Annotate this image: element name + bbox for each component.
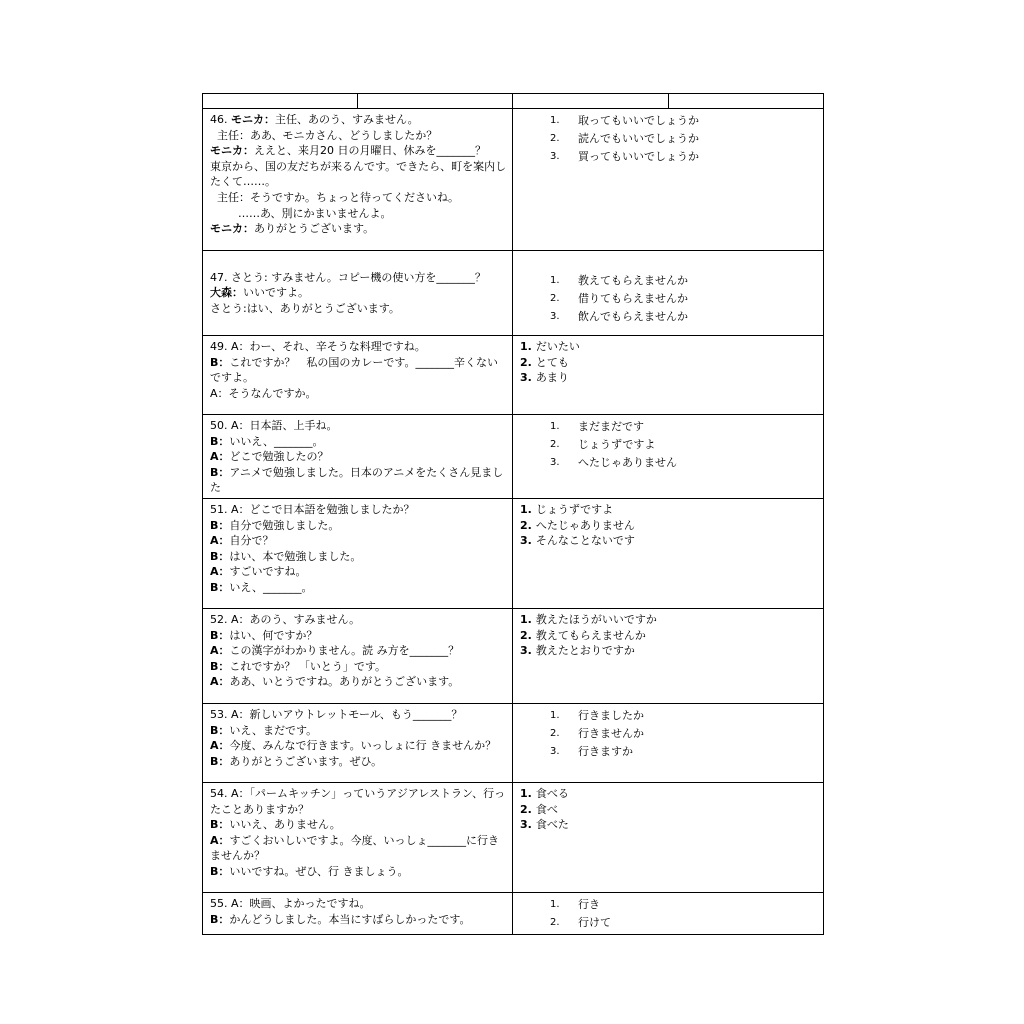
speaker-name: 大森 [210,286,232,300]
dialogue-text: A：映画、よかったですね。 [231,896,371,910]
speaker-name: B [210,818,219,832]
speaker-name: B [210,549,219,563]
answer-option [520,786,817,802]
answer-cell [513,251,824,336]
option-text: 行けて [578,915,611,929]
option-number: 2. [520,518,532,532]
dialogue-line [210,628,507,644]
dialogue-text: 主任：ああ、モニカさん、どうしましたか？ [217,128,438,142]
option-number: 2. [550,439,560,450]
dialogue-line [210,817,507,833]
dialogue-line [210,206,507,222]
answer-option [520,817,817,833]
question-cell [203,608,513,703]
option-number: 3. [550,151,560,162]
option-number: 3. [520,371,532,385]
dialogue-line [210,254,507,270]
speaker-name: B [210,628,219,642]
option-text: 教えたとおりですか [535,644,635,658]
answer-options [520,418,817,472]
speaker-name: A [210,565,219,579]
option-number: 2. [550,916,560,928]
question-number: 52. [210,612,231,626]
speaker-separator: ： [218,565,230,579]
option-number: 3. [520,818,532,832]
speaker-separator: ： [218,675,230,689]
answer-cell [513,109,824,251]
option-text: だいたい [535,340,580,353]
dialogue-line [210,674,507,690]
option-number: 1. [550,898,560,910]
speaker-separator: ： [243,144,254,158]
answer-option [520,896,817,914]
option-number: 1. [520,786,532,800]
question-row [203,782,824,892]
dialogue-text: ええと、来月20 日の月曜日、休みを_______？ [254,144,486,158]
speaker-name: B [210,754,219,768]
dialogue-line [210,128,507,144]
speaker-name: B [210,355,219,369]
dialogue-text: この漢字がわかりません。読 み方を_______？ [229,644,460,658]
option-number: 3. [550,311,560,322]
dialogue-text: A：わー、それ、辛そうな料理ですね。 [231,340,426,353]
indent [210,191,217,204]
dialogue-text: 主任、あのう、すみません。 [275,113,419,126]
dialogue-line [210,285,507,301]
answer-option [520,148,817,166]
dialogue-line [210,518,507,534]
speaker-name: モニカ [210,144,243,158]
question-cell [203,415,513,499]
dialogue-line [210,707,507,723]
option-number: 2. [550,133,560,144]
answer-options [520,112,817,166]
option-number: 1. [550,115,560,126]
answer-option [520,436,817,454]
answer-cell [513,336,824,415]
answer-option [520,130,817,148]
answer-option [520,725,817,743]
option-text: 行きませんか [578,726,644,740]
dialogue-text: これですか？ 私の国のカレーです。_______辛くないですよ。 [210,355,499,385]
option-number: 1. [520,502,532,516]
quiz-table [202,93,824,935]
question-row [203,892,824,934]
question-number: 49. [210,340,231,353]
dialogue-text: いえ、まだです。 [229,723,318,737]
dialogue-text: 自分で？ [229,534,274,548]
dialogue-text: A：そうなんですか。 [210,386,317,400]
dialogue-line [210,143,507,159]
answer-option [520,370,817,386]
dialogue-line [210,723,507,739]
question-number: 47. [210,270,231,284]
option-number: 3. [550,457,560,468]
dialogue-line [210,580,507,596]
header-cell [513,94,669,109]
dialogue-line [210,833,507,864]
answer-options [520,786,817,833]
dialogue-line [210,643,507,659]
dialogue-line [210,270,507,286]
answer-options [520,896,817,932]
dialogue-line [210,564,507,580]
speaker-name: モニカ [210,222,243,236]
dialogue-text: A：あのう、すみません。 [231,612,361,626]
answer-option [520,355,817,371]
dialogue-line [210,786,507,817]
dialogue-line [210,502,507,518]
speaker-separator: ： [218,355,230,369]
dialogue-line [210,159,507,190]
answer-option [520,112,817,130]
dialogue-text: A：「パームキッチン」っていうアジアレストラン、行ったことありますか？ [210,786,506,816]
speaker-name: B [210,659,219,673]
speaker-separator: ： [218,450,230,464]
dialogue-line [210,190,507,206]
answer-option [520,272,817,290]
speaker-name: A [210,534,219,548]
speaker-separator: ： [218,659,230,673]
speaker-separator: ： [218,912,230,926]
option-number: 3. [550,745,560,757]
dialogue-text: これですか？ 「いとう」です。 [229,659,387,673]
option-text: 食べた [535,818,569,832]
header-row [203,94,824,109]
dialogue-text: いいえ、ありません。 [229,818,341,832]
option-number: 2. [520,802,532,816]
question-number: 50. [210,419,231,432]
speaker-separator: ： [218,580,230,594]
dialogue-line [210,659,507,675]
speaker-name: B [210,912,219,926]
option-text: へたじゃありません [578,456,677,469]
option-text: 行きますか [578,744,633,758]
option-number: 3. [520,534,532,548]
dialogue-line [210,465,507,496]
indent [210,129,217,142]
question-cell [203,703,513,782]
option-text: 行きましたか [578,708,644,722]
speaker-name: B [210,434,219,448]
dialogue-text: 主任：そうですか。ちょっと待ってくださいね。 [217,190,459,204]
dialogue-text: A：日本語、上手ね。 [231,419,338,432]
speaker-name: モニカ [231,113,264,126]
answer-cell [513,892,824,934]
speaker-separator: ： [218,628,230,642]
dialogue-text: さとう: すみません。コピー機の使い方を_______？ [231,270,486,284]
speaker-name: A [210,833,219,847]
dialogue-text: どこで勉強したの？ [229,450,329,464]
dialogue-line [210,912,507,928]
option-text: 読んでもいいでしょうか [578,132,699,145]
dialogue-line [210,533,507,549]
speaker-name: B [210,580,219,594]
option-number: 2. [520,355,532,369]
option-number: 1. [550,275,560,286]
answer-option [520,502,817,518]
question-cell [203,498,513,608]
dialogue-text: さとう:はい、ありがとうございます。 [210,301,400,315]
speaker-separator: ： [218,465,230,479]
option-text: 教えてもらえませんか [578,274,688,287]
option-text: 飲んでもらえませんか [578,310,688,323]
answer-cell [513,415,824,499]
dialogue-text: いいですね。ぜひ、行 きましょう。 [229,864,409,878]
answer-option [520,628,817,644]
speaker-separator: ： [218,518,230,532]
answer-option [520,533,817,549]
answer-option [520,743,817,761]
answer-cell [513,498,824,608]
dialogue-line [210,754,507,770]
option-number: 1. [550,709,560,721]
question-row [203,336,824,415]
speaker-separator: ： [218,723,230,737]
dialogue-text: ありがとうございます。ぜひ。 [229,754,383,768]
option-text: へたじゃありません [535,518,635,532]
option-number: 1. [520,612,532,626]
question-cell [203,892,513,934]
dialogue-line [210,549,507,565]
option-text: 食べる [535,786,569,800]
answer-cell [513,703,824,782]
option-text: 教えてもらえませんか [535,628,646,642]
answer-option [520,914,817,932]
speaker-name: A [210,450,219,464]
dialogue-text: いいえ、_______。 [229,434,324,448]
option-number: 2. [550,727,560,739]
option-number: 2. [520,628,532,642]
answer-options [520,339,817,386]
dialogue-line [210,355,507,386]
dialogue-text: アニメで勉強しました。日本のアニメをたくさん見ました [210,465,504,495]
dialogue-text: 東京から、国の友だちが来るんです。できたら、町を案内したくて……。 [210,159,507,189]
dialogue-text: ……あ、別にかまいませんよ。 [237,206,392,220]
option-number: 1. [520,340,532,353]
header-cell [669,94,824,109]
answer-option [520,290,817,308]
speaker-separator: ： [218,754,230,768]
question-cell [203,782,513,892]
answer-options [520,502,817,549]
speaker-name: B [210,723,219,737]
dialogue-line [210,418,507,434]
speaker-name: A [210,644,219,658]
dialogue-line [210,896,507,912]
question-row [203,608,824,703]
dialogue-line [210,112,507,128]
question-number: 55. [210,896,231,910]
question-cell [203,336,513,415]
indent [210,207,238,220]
answer-option [520,254,817,272]
dialogue-text: いえ、_______。 [229,580,313,594]
speaker-name: B [210,864,219,878]
option-text: じょうずですよ [578,438,656,451]
option-text: 食べ [535,802,558,816]
option-text: あまり [535,371,569,385]
answer-option [520,454,817,472]
speaker-name: A [210,675,219,689]
question-cell [203,251,513,336]
dialogue-text: いいですよ。 [243,286,309,300]
option-text: じょうずですよ [535,502,614,516]
dialogue-text: はい、何ですか？ [229,628,318,642]
question-number: 46. [210,113,231,126]
answer-option [520,802,817,818]
question-row [203,251,824,336]
answer-option [520,643,817,659]
option-text: 取ってもいいでしょうか [578,114,699,127]
option-number: 3. [520,644,532,658]
dialogue-line [210,339,507,355]
speaker-separator: ： [218,739,230,753]
speaker-separator: ： [218,549,230,563]
answer-option [520,339,817,355]
option-text: まだまだです [578,420,644,433]
answer-cell [513,608,824,703]
dialogue-text: 今度、みんなで行きます。いっしょに行 きませんか？ [229,739,497,753]
option-text: そんなことないです [535,534,635,548]
dialogue-line [210,386,507,402]
dialogue-line [210,221,507,237]
speaker-separator: ： [218,644,230,658]
speaker-name: B [210,465,219,479]
option-number: 2. [550,293,560,304]
dialogue-text: 自分で勉強しました。 [229,518,340,532]
answer-options [520,612,817,659]
dialogue-text: A：新しいアウトレットモール、もう_______？ [231,707,463,721]
dialogue-text: ああ、いとうですね。ありがとうございます。 [229,675,460,689]
header-cell [203,94,358,109]
dialogue-line [210,449,507,465]
option-text: 買ってもいいでしょうか [578,150,699,163]
option-number: 1. [550,421,560,432]
header-cell [358,94,513,109]
option-text: 借りてもらえませんか [578,292,688,305]
speaker-separator: ： [243,222,254,236]
dialogue-line [210,738,507,754]
speaker-name: B [210,518,219,532]
quiz-sheet [202,93,823,935]
answer-option [520,707,817,725]
question-row [203,498,824,608]
dialogue-text: すごくおいしいですよ。今度、いっしょ_______に行きませんか？ [210,833,500,863]
dialogue-text: かんどうしました。本当にすばらしかったです。 [229,912,471,926]
answer-options [520,707,817,761]
answer-option [520,418,817,436]
option-text: 行き [578,897,600,911]
speaker-separator: ： [264,113,275,126]
question-number: 51. [210,502,231,516]
speaker-name: A [210,739,219,753]
dialogue-line [210,864,507,880]
question-row [203,109,824,251]
dialogue-line [210,301,507,317]
answer-options [520,254,817,326]
question-cell [203,109,513,251]
question-row [203,703,824,782]
speaker-separator: ： [218,434,230,448]
question-number: 53. [210,707,231,721]
speaker-separator: ： [218,818,230,832]
dialogue-text: ありがとうございます。 [254,222,375,236]
answer-option [520,518,817,534]
speaker-separator: ： [218,864,230,878]
question-number: 54. [210,786,231,800]
dialogue-text: A：どこで日本語を勉強しましたか？ [231,502,415,516]
speaker-separator: ： [218,833,230,847]
answer-option [520,308,817,326]
speaker-separator: ： [232,286,243,300]
dialogue-text: すごいですね。 [229,565,307,579]
dialogue-line [210,434,507,450]
speaker-separator: ： [218,534,230,548]
question-row [203,415,824,499]
option-text: 教えたほうがいいですか [535,612,657,626]
dialogue-text: はい、本で勉強しました。 [229,549,362,563]
option-text: とても [535,355,569,369]
answer-cell [513,782,824,892]
answer-option [520,612,817,628]
dialogue-line [210,612,507,628]
